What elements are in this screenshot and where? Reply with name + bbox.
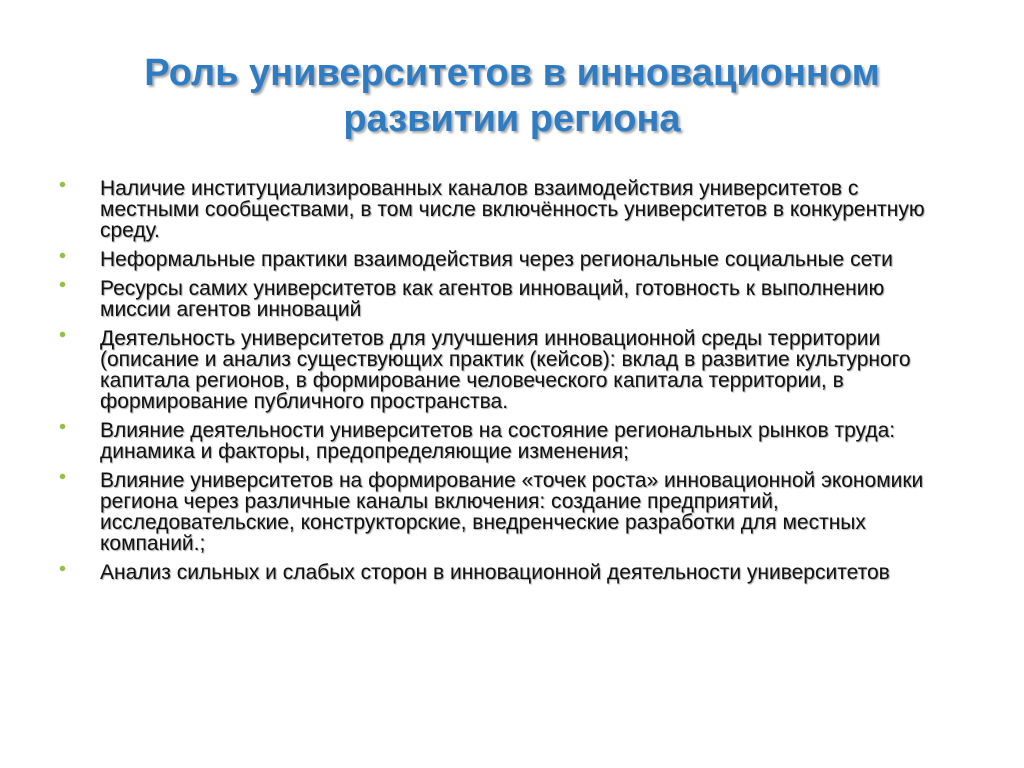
bullet-list [60, 178, 960, 591]
bullet-dot-icon [60, 253, 65, 258]
bullet-text: Влияние деятельности университетов на состояние региональных рынков труда: динамика и факторы, предопределяющие изменения; [100, 419, 896, 463]
list-item [60, 420, 960, 462]
list-item [60, 328, 960, 412]
bullet-text: Наличие институциализированных каналов взаимодействия университетов с местными сообществами, в том числе включённость университетов в конкурентную среду. [100, 177, 925, 242]
list-item [60, 249, 960, 270]
slide-title: Роль университетов в инновационном развитии региона [144, 52, 880, 140]
list-item [60, 470, 960, 554]
list-item [60, 278, 960, 320]
bullet-dot-icon [60, 332, 65, 337]
bullet-text: Анализ сильных и слабых сторон в инновационной деятельности университетов [100, 561, 890, 584]
bullet-dot-icon [60, 566, 65, 571]
bullet-text: Ресурсы самих университетов как агентов инноваций, готовность к выполнению миссии агентов инноваций [100, 277, 885, 321]
bullet-dot-icon [60, 182, 65, 187]
bullet-dot-icon [60, 474, 65, 479]
list-item [60, 178, 960, 241]
list-item [60, 562, 960, 583]
bullet-text: Деятельность университетов для улучшения инновационной среды территории (описание и анализ существующих практик (кейсов): вклад в развитие культурного капитала регионов, в формирование человеческого капитала территории, в формирование публичного пространства. [100, 327, 911, 413]
bullet-text: Влияние университетов на формирование «точек роста» инновационной экономики региона через различные каналы включения: создание предприятий, исследовательские, конструкторские, внедренческие разработки для местных компаний.; [100, 469, 924, 555]
bullet-dot-icon [60, 282, 65, 287]
bullet-dot-icon [60, 424, 65, 429]
bullet-text: Неформальные практики взаимодействия через региональные социальные сети [100, 248, 893, 271]
